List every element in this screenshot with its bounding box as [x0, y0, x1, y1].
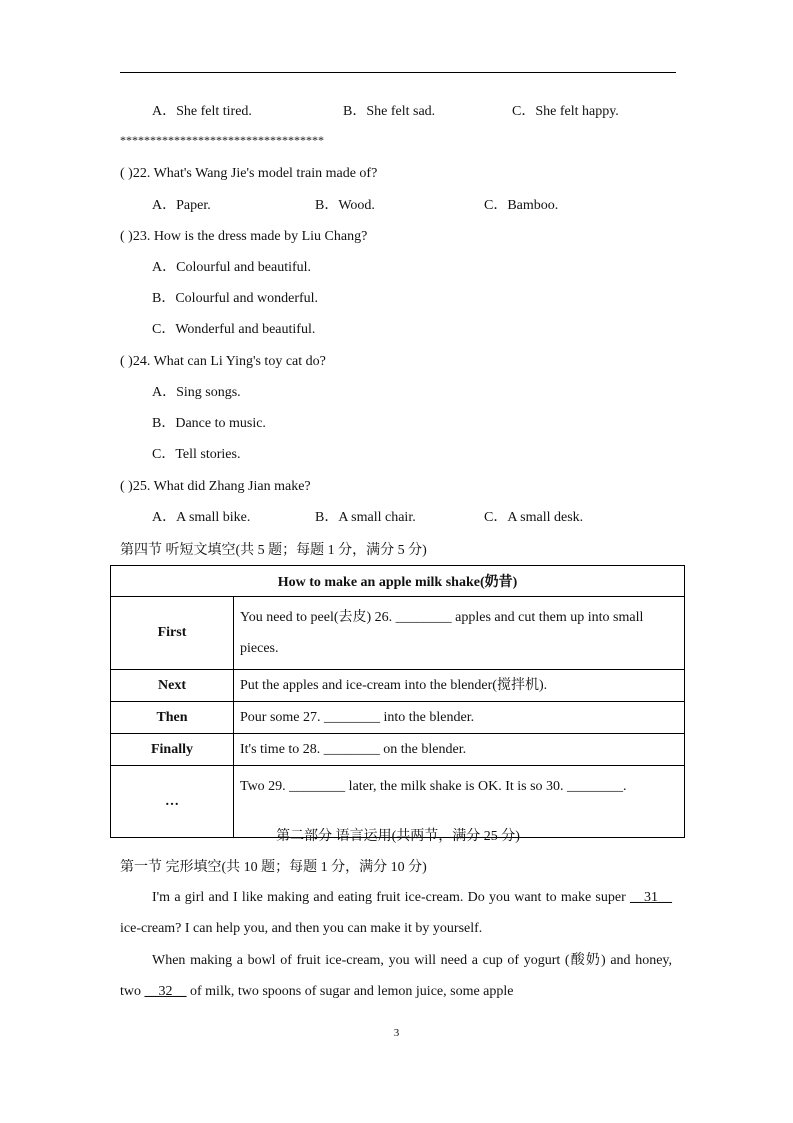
row-value: Put the apples and ice-cream into the blender(搅拌机).	[234, 670, 685, 702]
passage-text: ice-cream? I can help you, and then you can make it by yourself.	[120, 921, 483, 936]
blank-32: __32__	[144, 984, 187, 999]
passage-text: When making a bowl of fruit ice-cream, you will need a cup of yogurt (酸奶) and honey, two	[120, 953, 672, 999]
q22-option-a: A．Paper.	[152, 198, 211, 213]
passage-text: I'm a girl and I like making and eating fruit ice-cream. Do you want to make super	[152, 890, 630, 905]
q23-stem: ( )23. How is the dress made by Liu Chang?	[120, 229, 368, 244]
row-key: First	[111, 597, 234, 670]
blank-31: __31__	[630, 890, 672, 905]
row-value: Pour some 27. ________ into the blender.	[234, 702, 685, 734]
q24-option-b: B．Dance to music.	[152, 416, 266, 431]
q24-stem: ( )24. What can Li Ying's toy cat do?	[120, 354, 326, 369]
milk-shake-table	[110, 565, 685, 838]
q22-stem: ( )22. What's Wang Jie's model train made of?	[120, 166, 378, 181]
table-row	[111, 670, 685, 702]
q23-option-a: A．Colourful and beautiful.	[152, 260, 312, 275]
cloze-paragraph-1	[120, 882, 672, 944]
q22-option-c: C．Bamboo.	[484, 198, 559, 213]
cloze-paragraph-2	[120, 945, 672, 1007]
row-value: It's time to 28. ________ on the blender.	[234, 734, 685, 766]
q23-option-c: C．Wonderful and beautiful.	[152, 322, 316, 337]
q21-option-b: B．She felt sad.	[343, 104, 436, 119]
row-key: …	[111, 766, 234, 838]
row-key: Finally	[111, 734, 234, 766]
header-rule	[120, 72, 676, 73]
q24-option-c: C．Tell stories.	[152, 447, 241, 462]
table-row	[111, 702, 685, 734]
q22-option-b: B．Wood.	[315, 198, 375, 213]
row-key: Next	[111, 670, 234, 702]
section1-title: 第一节 完形填空(共 10 题；每题 1 分，满分 10 分)	[120, 860, 427, 875]
table-row	[111, 597, 685, 670]
separator: **********************************	[120, 133, 324, 147]
q24-option-a: A．Sing songs.	[152, 385, 241, 400]
q25-stem: ( )25. What did Zhang Jian make?	[120, 479, 311, 494]
q25-option-a: A．A small bike.	[152, 510, 251, 525]
section4-title: 第四节 听短文填空(共 5 题；每题 1 分，满分 5 分)	[120, 543, 427, 558]
q23-option-b: B．Colourful and wonderful.	[152, 291, 319, 306]
q21-option-c: C．She felt happy.	[512, 104, 619, 119]
q25-option-b: B．A small chair.	[315, 510, 416, 525]
part2-title: 第二部分 语言运用(共两节，满分 25 分)	[276, 829, 520, 844]
row-key: Then	[111, 702, 234, 734]
page-number: 3	[393, 1027, 400, 1039]
row-value: You need to peel(去皮) 26. ________ apples and cut them up into small pieces.	[234, 597, 685, 670]
passage-text: of milk, two spoons of sugar and lemon juice, some apple	[186, 984, 514, 999]
q21-option-a: A．She felt tired.	[152, 104, 252, 119]
table-row	[111, 734, 685, 766]
row-value: Two 29. ________ later, the milk shake is OK. It is so 30. ________.	[234, 766, 685, 838]
table-title: How to make an apple milk shake(奶昔)	[111, 566, 685, 597]
q25-option-c: C．A small desk.	[484, 510, 584, 525]
